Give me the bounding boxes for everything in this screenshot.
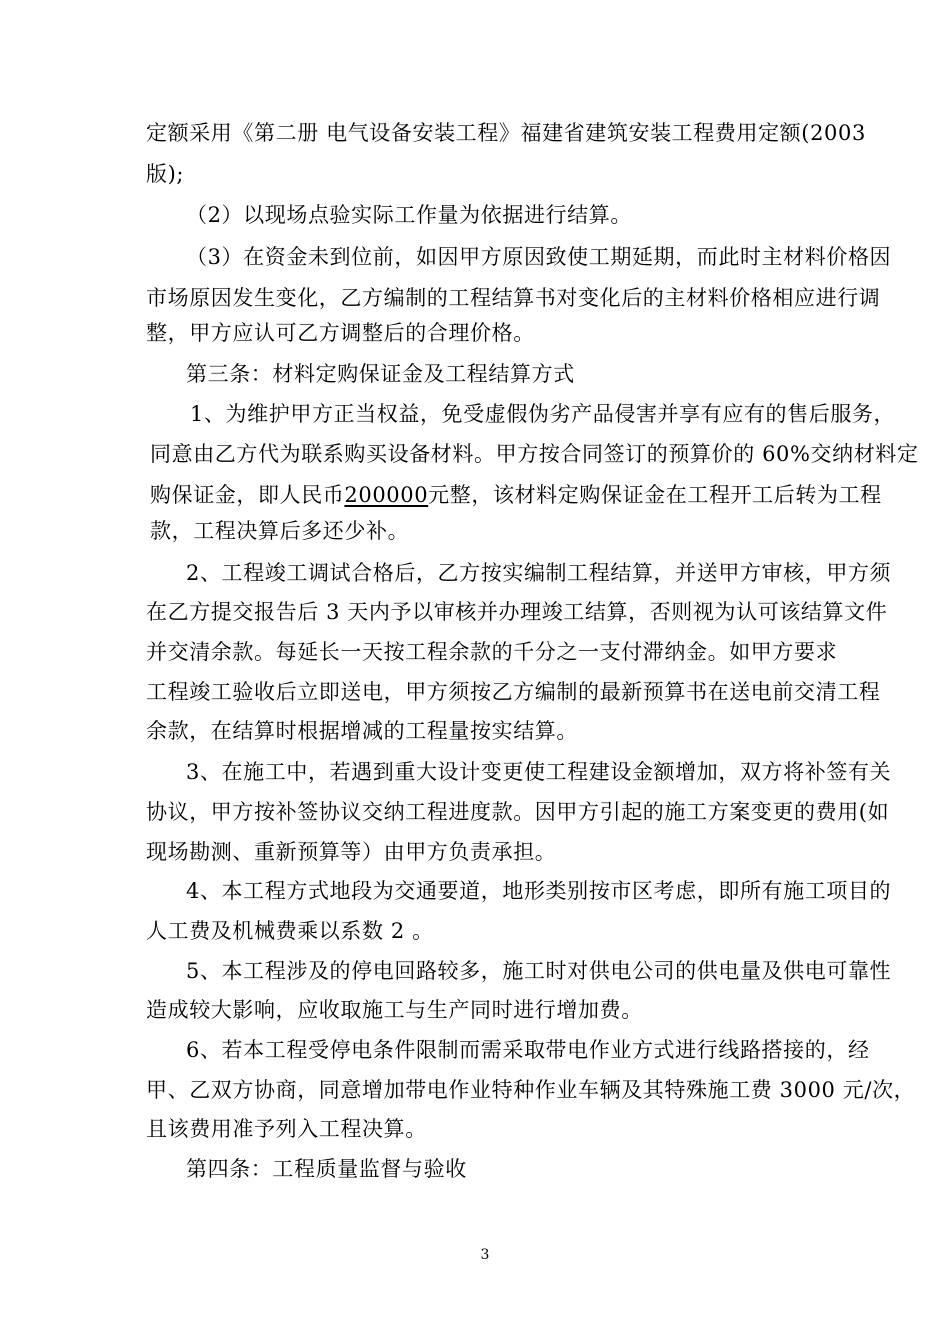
text-line: 款，工程决算后多还少补。	[150, 519, 410, 543]
text-segment: 购保证金，即人民币	[150, 483, 345, 507]
text-line: 市场原因发生变化，乙方编制的工程结算书对变化后的主材料价格相应进行调	[146, 286, 881, 310]
text-line: 5、本工程涉及的停电回路较多，施工时对供电公司的供电量及供电可靠性	[186, 959, 892, 983]
text-line: 甲、乙双方协商，同意增加带电作业特种作业车辆及其特殊施工费 3000 元/次，	[146, 1078, 916, 1102]
text-line: 2、工程竣工调试合格后，乙方按实编制工程结算，并送甲方审核，甲方须	[186, 561, 892, 585]
text-line: 并交清余款。每延长一天按工程余款的千分之一支付滞纳金。如甲方要求	[146, 640, 838, 664]
text-line: 版);	[146, 162, 185, 186]
text-line: 协议，甲方按补签协议交纳工程进度款。因甲方引起的施工方案变更的费用(如	[146, 800, 890, 824]
text-line: 同意由乙方代为联系购买设备材料。甲方按合同签订的预算价的 60%交纳材料定	[150, 442, 919, 466]
text-segment: 元整，该材料定购保证金在工程开工后转为工程	[428, 483, 882, 507]
text-line	[150, 480, 882, 510]
text-line: 工程竣工验收后立即送电，甲方须按乙方编制的最新预算书在送电前交清工程	[146, 680, 881, 704]
text-line: （3）在资金未到位前，如因甲方原因致使工期延期，而此时主材料价格因	[186, 245, 892, 269]
deposit-amount: 200000	[344, 483, 429, 507]
section-heading: 第三条：材料定购保证金及工程结算方式	[186, 362, 575, 386]
text-line: 1、为维护甲方正当权益，免受虚假伪劣产品侵害并享有应有的售后服务，	[190, 402, 896, 426]
text-line: 造成较大影响，应收取施工与生产同时进行增加费。	[146, 998, 643, 1022]
text-line: 余款，在结算时根据增减的工程量按实结算。	[146, 719, 578, 743]
text-line: 4、本工程方式地段为交通要道，地形类别按市区考虑，即所有施工项目的	[186, 879, 892, 903]
text-line: 人工费及机械费乘以系数 2 。	[146, 919, 434, 943]
text-line: 定额采用《第二册 电气设备安装工程》福建省建筑安装工程费用定额(2003	[146, 121, 866, 145]
text-line: （2）以现场点验实际工作量为依据进行结算。	[186, 203, 632, 227]
page-number: 3	[480, 1247, 490, 1263]
text-line: 6、若本工程受停电条件限制而需采取带电作业方式进行线路搭接的，经	[186, 1038, 870, 1062]
text-line: 3、在施工中，若遇到重大设计变更使工程建设金额增加，双方将补签有关	[186, 760, 892, 784]
text-line: 在乙方提交报告后 3 天内予以审核并办理竣工结算，否则视为认可该结算文件	[146, 600, 888, 624]
text-line: 且该费用准予列入工程决算。	[146, 1117, 427, 1141]
section-heading: 第四条：工程质量监督与验收	[186, 1157, 467, 1181]
text-line: 整，甲方应认可乙方调整后的合理价格。	[146, 321, 535, 345]
text-line: 现场勘测、重新预算等）由甲方负责承担。	[146, 840, 557, 864]
